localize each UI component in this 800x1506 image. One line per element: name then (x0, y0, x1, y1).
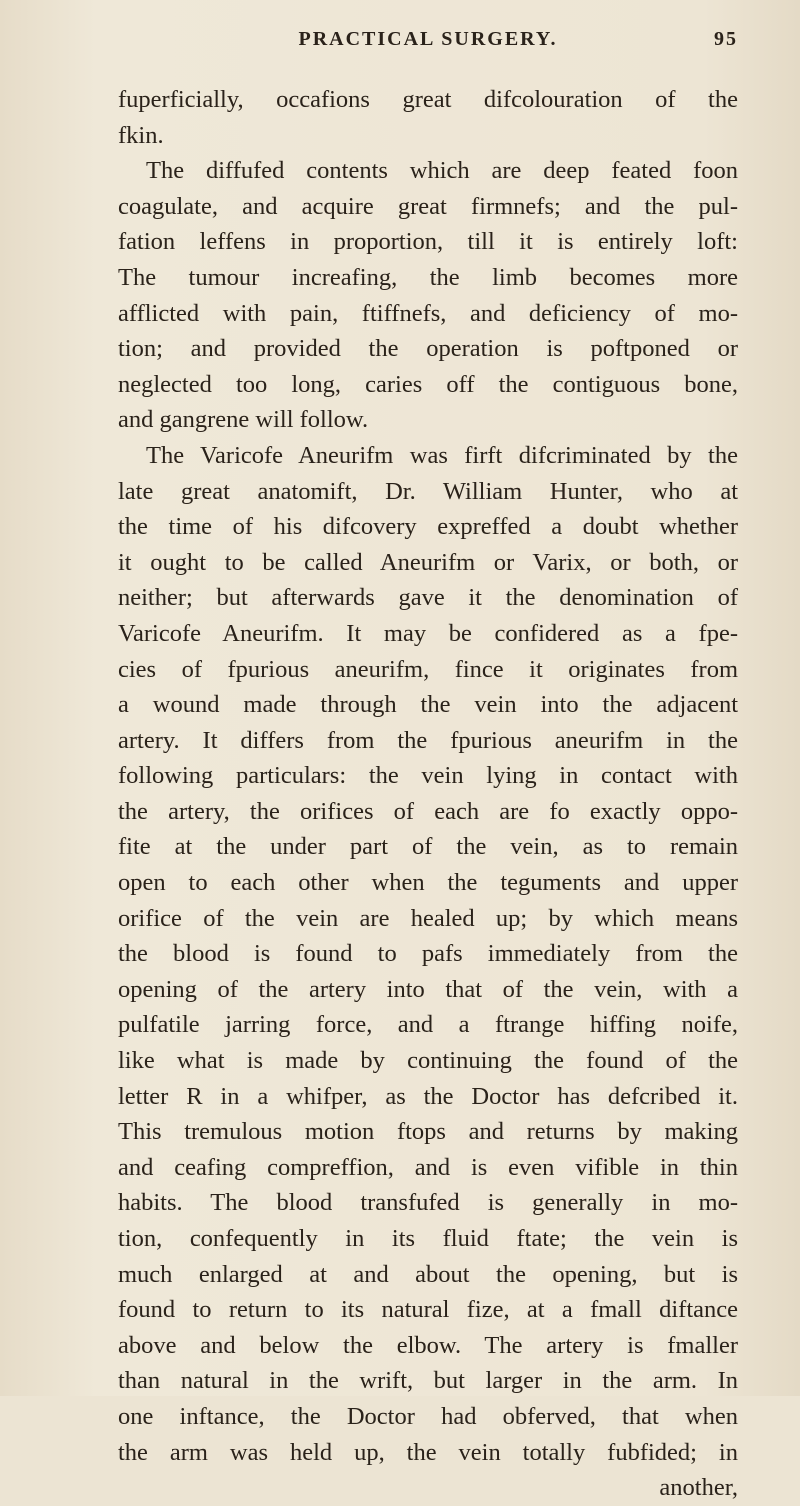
text-line: a wound made through the vein into the adjacent (118, 691, 738, 719)
text-line: one inftance, the Doctor had obferved, that when (118, 1402, 738, 1430)
text-line: Varicofe Aneurifm. It may be confidered as a fpe- (118, 619, 738, 647)
text-line: fkin. (118, 121, 164, 149)
text-line: following particulars: the vein lying in contact with (118, 762, 738, 790)
text-line: much enlarged at and about the opening, but is (118, 1260, 738, 1288)
text-line: artery. It differs from the fpurious aneurifm in the (118, 726, 738, 754)
text-line: neither; but afterwards gave it the denomination of (118, 584, 738, 612)
text-line: The Varicofe Aneurifm was firft difcriminated by the (146, 441, 738, 469)
text-line: coagulate, and acquire great firmnefs; and the pul- (118, 192, 738, 220)
text-line: late great anatomift, Dr. William Hunter, who at (118, 477, 738, 505)
text-line: it ought to be called Aneurifm or Varix, or both, or (118, 548, 738, 576)
page-number: 95 (714, 28, 738, 50)
text-line: than natural in the wrift, but larger in the arm. In (118, 1367, 738, 1395)
text-line: and ceafing compreffion, and is even vifible in thin (118, 1153, 738, 1181)
text-line: the blood is found to pafs immediately from the (118, 940, 738, 968)
text-line: found to return to its natural fize, at a fmall diftance (118, 1296, 738, 1324)
text-line: fite at the under part of the vein, as to remain (118, 833, 738, 861)
text-line: habits. The blood transfufed is generally in mo- (118, 1189, 738, 1217)
text-line: like what is made by continuing the found of the (118, 1047, 738, 1075)
text-line: afflicted with pain, ftiffnefs, and deficiency of mo- (118, 299, 738, 327)
text-line: open to each other when the teguments and upper (118, 869, 738, 897)
text-line: This tremulous motion ftops and returns by making (118, 1118, 738, 1146)
text-line: orifice of the vein are healed up; by which means (118, 904, 738, 932)
text-line: fuperficially, occafions great difcolouration of the (118, 86, 738, 113)
text-line: the arm was held up, the vein totally fubfided; in (118, 1438, 738, 1466)
text-line: the time of his difcovery expreffed a doubt whether (118, 513, 738, 541)
catchword: another, (659, 1474, 738, 1502)
text-line: fation leffens in proportion, till it is entirely loft: (118, 228, 738, 256)
text-line: The tumour increafing, the limb becomes more (118, 263, 738, 291)
text-line: above and below the elbow. The artery is fmaller (118, 1331, 738, 1359)
text-line: and gangrene will follow. (118, 406, 369, 434)
text-line: pulfatile jarring force, and a ftrange hiffing noife, (118, 1011, 738, 1039)
text-line: cies of fpurious aneurifm, fince it originates from (118, 655, 738, 683)
text-line: letter R in a whifper, as the Doctor has defcribed it. (118, 1082, 738, 1110)
text-line: tion, confequently in its fluid ftate; the vein is (118, 1225, 738, 1252)
running-head-title: PRACTICAL SURGERY. (298, 28, 558, 50)
text-line: tion; and provided the operation is poftponed or (118, 335, 738, 363)
text-line: the artery, the orifices of each are fo exactly oppo- (118, 797, 738, 825)
text-line: neglected too long, caries off the contiguous bone, (118, 370, 738, 398)
running-head (118, 28, 738, 68)
text-line: The diffufed contents which are deep feated foon (146, 157, 738, 185)
body-text (118, 82, 738, 1506)
text-line: opening of the artery into that of the vein, with a (118, 975, 738, 1003)
